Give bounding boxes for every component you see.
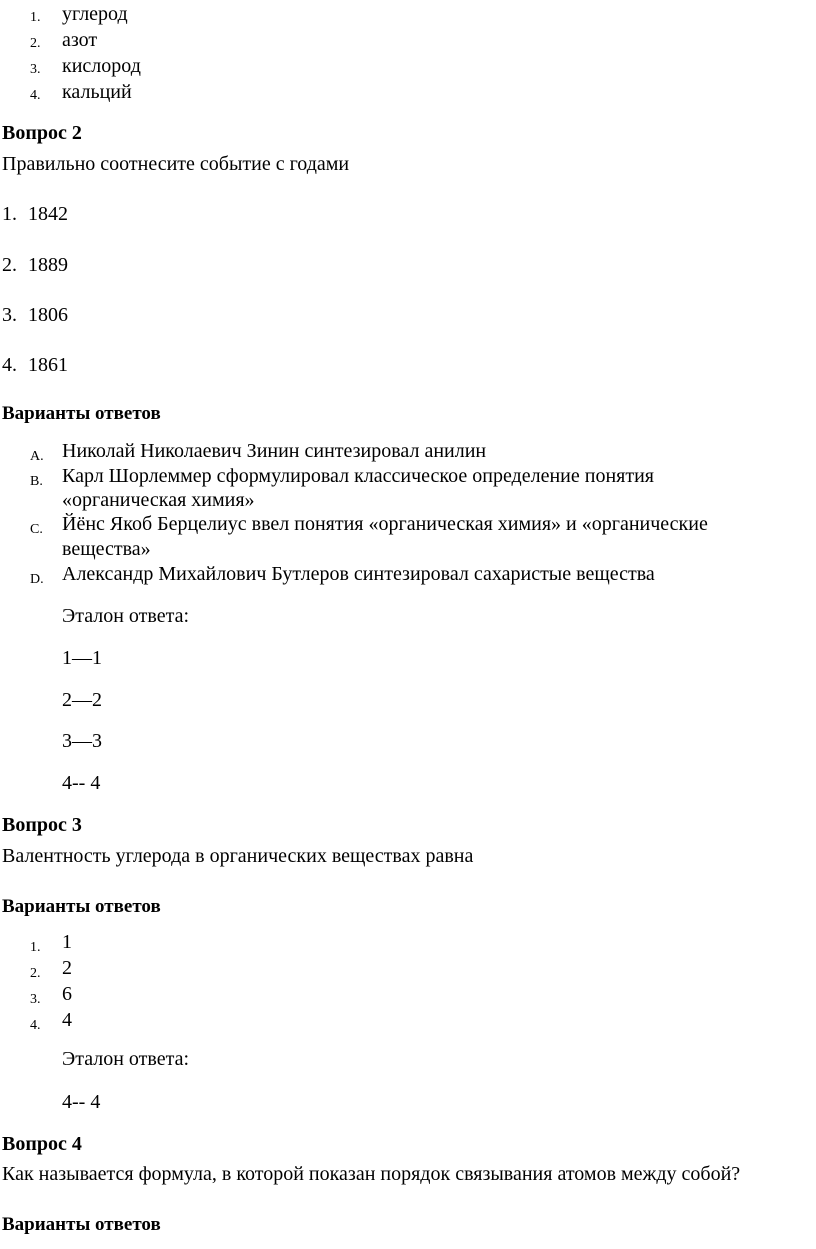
- q1-option-text: углерод: [62, 3, 128, 25]
- q1-option-text: азот: [62, 29, 98, 51]
- q3-variants-heading: Варианты ответов: [2, 896, 161, 917]
- q3-option-text: 1: [62, 931, 72, 953]
- q2-year-marker: 1.: [2, 203, 17, 225]
- q2-option-text: Николай Николаевич Зинин синтезировал анилин: [62, 440, 487, 462]
- q2-answer: 2—2: [62, 689, 102, 711]
- q2-option-text: Александр Михайлович Бутлеров синтезировал сахаристые вещества: [62, 563, 655, 585]
- q1-option-marker: 3.: [30, 62, 41, 77]
- q4-variants-heading: Варианты ответов: [2, 1214, 161, 1235]
- q2-year-marker: 3.: [2, 304, 17, 326]
- q4-heading: Вопрос 4: [2, 1133, 82, 1155]
- q2-option-marker: D.: [30, 572, 44, 587]
- q2-answer: 3—3: [62, 730, 102, 752]
- q1-option-text: кислород: [62, 55, 141, 77]
- q3-answer-label: Эталон ответа:: [62, 1048, 190, 1070]
- q2-year: 1889: [28, 254, 68, 276]
- q3-option-marker: 4.: [30, 1018, 41, 1033]
- q3-option-text: 4: [62, 1009, 72, 1031]
- q3-option-text: 6: [62, 983, 72, 1005]
- q3-option-text: 2: [62, 957, 72, 979]
- q2-heading: Вопрос 2: [2, 122, 82, 144]
- q2-option-marker: B.: [30, 474, 43, 489]
- q2-answer: 1—1: [62, 647, 102, 669]
- q2-year-marker: 2.: [2, 254, 17, 276]
- q2-year: 1861: [28, 354, 68, 376]
- q2-prompt: Правильно соотнесите событие с годами: [2, 153, 350, 175]
- q3-answer: 4-- 4: [62, 1091, 101, 1113]
- q2-option-text-cont: «органическая химия»: [62, 489, 255, 511]
- q3-option-marker: 2.: [30, 966, 41, 981]
- q3-prompt: Валентность углерода в органических веществах равна: [2, 845, 474, 867]
- q2-option-text: Карл Шорлеммер сформулировал классическое определение понятия: [62, 465, 655, 487]
- q3-option-marker: 1.: [30, 940, 41, 955]
- q2-year: 1806: [28, 304, 68, 326]
- q2-option-marker: C.: [30, 522, 43, 537]
- q2-option-text: Йёнс Якоб Берцелиус ввел понятия «органическая химия» и «органические: [62, 513, 708, 535]
- q1-option-marker: 2.: [30, 36, 41, 51]
- q1-option-text: кальций: [62, 81, 132, 103]
- q2-option-text-cont: вещества»: [62, 538, 151, 560]
- q4-prompt: Как называется формула, в которой показан порядок связывания атомов между собой?: [2, 1163, 741, 1185]
- q2-answer: 4-- 4: [62, 772, 101, 794]
- q1-option-marker: 1.: [30, 10, 41, 25]
- q3-heading: Вопрос 3: [2, 814, 82, 836]
- q2-answer-label: Эталон ответа:: [62, 605, 190, 627]
- q1-option-marker: 4.: [30, 88, 41, 103]
- q2-option-marker: A.: [30, 449, 44, 464]
- q3-option-marker: 3.: [30, 992, 41, 1007]
- q2-year: 1842: [28, 203, 68, 225]
- q2-variants-heading: Варианты ответов: [2, 403, 161, 424]
- q2-year-marker: 4.: [2, 354, 17, 376]
